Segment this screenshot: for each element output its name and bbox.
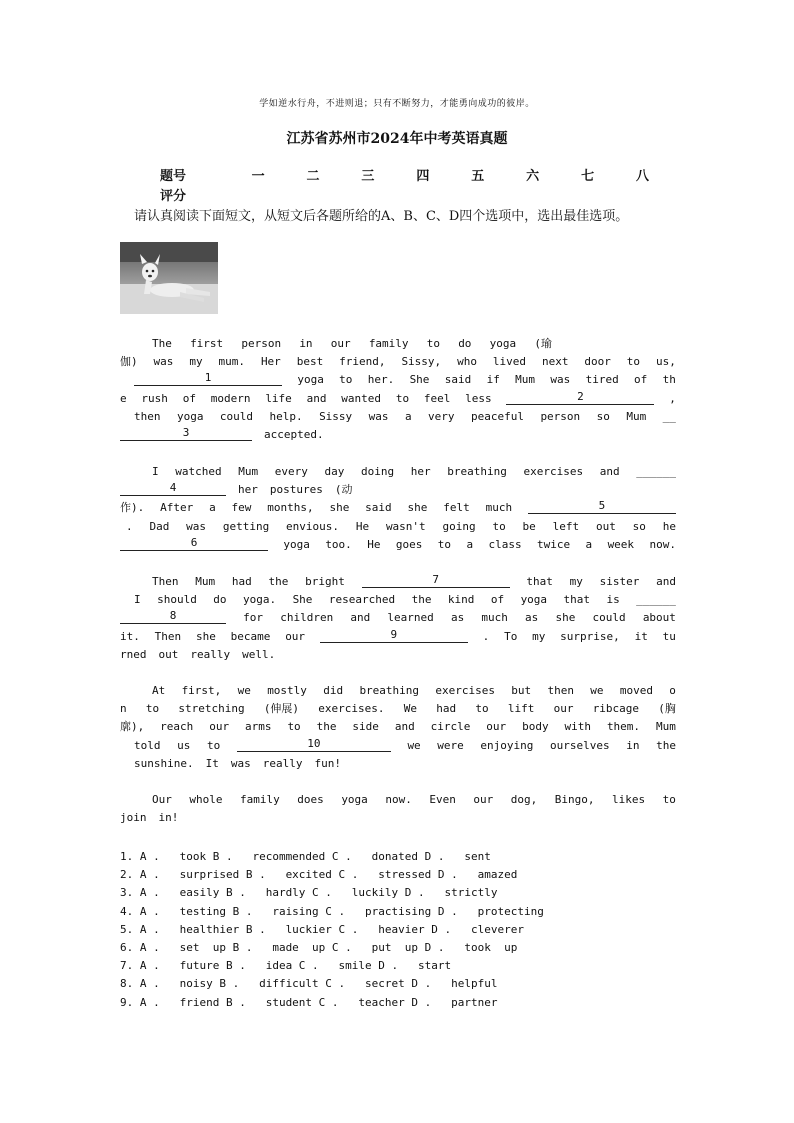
word: day (324, 465, 345, 478)
word: her (410, 465, 431, 478)
word: yoga (176, 409, 204, 423)
word: kind (447, 593, 475, 607)
word: a (466, 537, 474, 551)
word: yoga (489, 337, 517, 350)
word: is (606, 593, 620, 607)
word: to (339, 373, 353, 387)
word: twice (537, 537, 571, 551)
answer-options (120, 848, 620, 1012)
word: 廓), (120, 720, 145, 734)
word: our (486, 720, 507, 734)
word: circle (430, 720, 471, 734)
word: n (120, 702, 127, 716)
word: Sissy, (401, 355, 442, 369)
page-title: 江苏省苏州市2024年中考英语真题 (286, 131, 508, 147)
word: was (153, 355, 174, 369)
word: and (394, 720, 415, 734)
word: for (243, 611, 264, 625)
word: was (230, 756, 251, 770)
word: exercises (523, 465, 584, 478)
text-line (120, 700, 676, 718)
word: I (152, 465, 159, 478)
text-line (120, 518, 676, 536)
word: our (473, 793, 494, 806)
word: It (205, 756, 219, 770)
text-line (120, 499, 676, 517)
word: few (231, 501, 252, 515)
word: to (626, 355, 641, 369)
word: life (265, 391, 292, 405)
word: exercises. (318, 702, 385, 716)
score-row-numbers (160, 164, 670, 184)
word: out (158, 647, 179, 661)
word: that (563, 593, 591, 607)
word: out (595, 519, 616, 533)
word: going (442, 519, 476, 533)
word: as (450, 611, 465, 625)
word: and (306, 391, 327, 405)
word: well. (242, 647, 276, 661)
word: tu (662, 629, 676, 643)
word: Bingo, (554, 793, 595, 806)
word: and (599, 465, 620, 478)
text-line (120, 646, 676, 664)
word: enjoying (480, 738, 534, 752)
word: (伸展) (263, 702, 300, 716)
word: could (219, 409, 254, 423)
text-line (120, 481, 676, 499)
word: best (296, 355, 324, 369)
text-line (120, 408, 676, 426)
word: rush (141, 391, 168, 405)
word: yoga. (242, 593, 277, 607)
blank-10[interactable]: 10 (237, 737, 391, 752)
blank-6[interactable]: 6 (120, 536, 268, 551)
word: lived (492, 355, 527, 369)
score-col: 五 (471, 168, 485, 184)
word: to (287, 720, 301, 734)
word: about (642, 611, 676, 625)
word: (动 (334, 483, 353, 497)
option-row-2[interactable]: 2. A . surprised B . excited C . stressed D . amazed (120, 868, 518, 882)
word: yoga (520, 593, 548, 607)
word: envious. (286, 519, 340, 533)
text-line (120, 390, 676, 408)
word: who (457, 355, 477, 369)
word: She (409, 373, 430, 387)
word: very (428, 409, 455, 423)
option-row-5[interactable]: 5. A . healthier B . luckier C . heavier D . cleverer (120, 922, 524, 936)
word: watched (175, 465, 222, 478)
score-col: 二 (306, 168, 320, 184)
word: person (241, 337, 282, 350)
word: next (541, 355, 569, 369)
word: to (426, 337, 440, 350)
word: too. (325, 537, 352, 551)
word: exercises (435, 684, 495, 697)
score-row-label: 评分 (160, 188, 187, 204)
word: fun! (314, 756, 341, 770)
word: Mum (655, 720, 676, 734)
blank-3[interactable]: 3 (120, 426, 252, 441)
word: At (152, 684, 166, 697)
blank-1[interactable]: 1 (134, 371, 282, 386)
word: was (550, 373, 571, 387)
paragraph-5 (120, 791, 676, 827)
score-col: 一 (251, 168, 265, 184)
word: __ (662, 409, 676, 423)
word: said (444, 373, 472, 387)
word: now. (649, 537, 676, 551)
word: Dad (149, 519, 170, 533)
word: learned (387, 611, 434, 625)
blank-5[interactable]: 5 (528, 499, 676, 514)
word: said (365, 501, 392, 515)
word: our (209, 720, 230, 734)
text-line (120, 353, 676, 371)
word: e (120, 391, 127, 405)
word: in (626, 738, 640, 752)
text-line (120, 335, 552, 353)
word: had (436, 702, 457, 716)
word: to (662, 793, 676, 806)
word: was (368, 409, 389, 423)
word: . (126, 519, 133, 533)
word: rned (120, 647, 147, 661)
text-line (120, 809, 676, 827)
word: dog, (510, 793, 538, 806)
word: my (569, 575, 583, 588)
word: she (407, 501, 428, 515)
option-row-4[interactable]: 4. A . testing B . raising C . practising D . protecting (120, 904, 544, 918)
word: breathing (359, 684, 420, 697)
word: he (662, 519, 676, 533)
word: arms (245, 720, 272, 734)
word: then (547, 684, 574, 697)
option-row-9[interactable]: 9. A . friend B . student C . teacher D . partner (120, 995, 498, 1009)
word: of (490, 593, 505, 607)
word: ______ (636, 465, 676, 478)
word: bright (305, 575, 345, 588)
word: to (437, 537, 452, 551)
word: months, (267, 501, 314, 515)
word: us, (655, 355, 676, 369)
word: left (552, 519, 580, 533)
word: could (592, 611, 626, 625)
word: We (403, 702, 418, 716)
word: so (632, 519, 646, 533)
option-row-6[interactable]: 6. A . set up B . made up C . put up D . took up (120, 940, 518, 954)
word: to (145, 702, 160, 716)
word: first (190, 337, 224, 350)
blank-7[interactable]: 7 (362, 573, 510, 588)
word: her. (367, 373, 395, 387)
word: a (585, 537, 593, 551)
word: really (190, 647, 231, 661)
word: should (157, 593, 197, 607)
word: and (350, 611, 371, 625)
word: week (607, 537, 635, 551)
word: my (189, 355, 203, 369)
word: sunshine. (134, 756, 194, 770)
word: yoga (341, 793, 368, 806)
word: side (352, 720, 379, 734)
word: mum. (218, 355, 246, 369)
word: to (475, 702, 489, 716)
word: and (656, 575, 676, 588)
text-line (120, 755, 676, 773)
word: children (280, 611, 334, 625)
word: really (262, 756, 303, 770)
word: do (213, 593, 227, 607)
word: a (209, 501, 216, 515)
word: help. (269, 409, 303, 423)
word: in! (158, 811, 179, 825)
word: was (186, 519, 207, 533)
word: modern (210, 391, 251, 405)
word: with (564, 720, 592, 734)
word: Then (154, 629, 182, 643)
word: postures (269, 483, 323, 497)
word: were (437, 738, 464, 752)
word: class (488, 537, 522, 551)
word: The (152, 337, 172, 350)
word: doing (360, 465, 395, 478)
word: (胸 (658, 702, 676, 716)
word: door (584, 355, 611, 369)
word: became (230, 629, 271, 643)
word: To (504, 629, 518, 643)
word: whole (189, 793, 223, 806)
word: of (182, 391, 196, 405)
score-col: 四 (416, 168, 430, 184)
word: then (134, 409, 161, 423)
word: yoga (283, 537, 310, 551)
option-row-1[interactable]: 1. A . took B . recommended C . donated D . sent (120, 850, 491, 863)
word: be (522, 519, 536, 533)
word: so (596, 409, 610, 423)
word: much (481, 611, 508, 625)
word: researched (328, 593, 396, 607)
word: peaceful (471, 409, 524, 423)
word: had (231, 575, 252, 588)
word: in (299, 337, 313, 350)
word: the (316, 720, 337, 734)
word: if (486, 373, 500, 387)
word: lift (507, 702, 535, 716)
blank-2[interactable]: 2 (506, 390, 654, 405)
word: Her (260, 355, 281, 369)
word: them. (606, 720, 641, 734)
score-row-grades (160, 184, 670, 204)
word: a (404, 409, 412, 423)
word: she (195, 629, 216, 643)
word: my (532, 629, 546, 643)
word: , (669, 391, 676, 405)
word: felt (443, 501, 470, 515)
word: body (522, 720, 549, 734)
word: He (367, 537, 381, 551)
word: o (669, 684, 676, 697)
word: us (177, 738, 191, 752)
score-col: 六 (526, 168, 540, 184)
text-line (120, 737, 676, 755)
score-row-label: 题号 (160, 168, 187, 184)
word: Mum (515, 373, 536, 387)
word: getting (222, 519, 270, 533)
word: 伽) (120, 355, 138, 369)
word: moved (619, 684, 653, 697)
word: to (492, 519, 506, 533)
word: Mum (626, 409, 647, 423)
word: does (297, 793, 324, 806)
text-line (120, 573, 676, 591)
text-line (120, 791, 676, 809)
paragraph-1 (120, 335, 676, 444)
word: to (395, 391, 410, 405)
word: did (323, 684, 344, 697)
word: Sissy (319, 409, 353, 423)
word: I (134, 593, 141, 607)
word: the (656, 738, 676, 752)
word: feel (423, 391, 451, 405)
word: reach (160, 720, 194, 734)
word: mostly (267, 684, 307, 697)
word: as (525, 611, 539, 625)
option-row-8[interactable]: 8. A . noisy B . difficult C . secret D . helpful (120, 977, 498, 991)
word: friend, (339, 355, 386, 369)
word: she (329, 501, 350, 515)
text-line (120, 682, 676, 700)
word: join (120, 811, 147, 825)
word: th (662, 373, 676, 387)
word: ourselves (550, 738, 610, 752)
word: first, (181, 684, 222, 697)
motto: 学如逆水行舟，不进则退；只有不断努力，才能勇向成功的彼岸。 (259, 99, 535, 109)
word: stretching (178, 702, 245, 716)
word: it. (120, 629, 140, 643)
score-col: 八 (636, 168, 650, 184)
blank-9[interactable]: 9 (320, 628, 468, 643)
word: After (160, 501, 194, 515)
word: He (355, 519, 370, 533)
word: much (485, 501, 513, 515)
dog-yoga-photo (120, 242, 218, 314)
word: our (330, 337, 351, 350)
word: now. (385, 793, 412, 806)
word: She (292, 593, 313, 607)
word: we (237, 684, 251, 697)
word: wasn't (385, 519, 426, 533)
word: family (368, 337, 409, 350)
word: but (511, 684, 532, 697)
word: told (134, 738, 161, 752)
word: likes (612, 793, 646, 806)
paragraph-2 (120, 463, 676, 554)
word: to (206, 738, 221, 752)
word: Even (429, 793, 456, 806)
word: it (634, 629, 648, 643)
text-line (120, 609, 676, 627)
text-line (120, 536, 676, 554)
word: surprise, (560, 629, 620, 643)
word: we (407, 738, 421, 752)
word: sister (599, 575, 640, 588)
word: Mum (238, 465, 259, 478)
word: yoga (297, 373, 324, 387)
word: Our (152, 793, 172, 806)
paragraph-4 (120, 682, 676, 773)
word: wanted (341, 391, 382, 405)
word: 作). (120, 501, 145, 515)
score-table (160, 164, 670, 204)
text-line (120, 718, 676, 736)
word: tired (585, 373, 619, 387)
word: ______ (636, 593, 676, 607)
word: (瑜 (534, 337, 552, 350)
score-col: 七 (581, 168, 595, 184)
text-line (120, 371, 676, 389)
word: the (411, 593, 432, 607)
text-line (120, 591, 676, 609)
word: Then (152, 575, 179, 588)
word: less (465, 391, 492, 405)
option-row-3[interactable]: 3. A . easily B . hardly C . luckily D . strictly (120, 886, 498, 900)
word: ribcage (592, 702, 640, 716)
word: we (590, 684, 604, 697)
instruction: 请认真阅读下面短文，从短文后各题所给的A、B、C、D四个选项中，选出最佳选项。 (134, 209, 629, 224)
word: of (634, 373, 648, 387)
word: the (268, 575, 289, 588)
word: person (540, 409, 581, 423)
word: goes (395, 537, 423, 551)
word: our (285, 629, 306, 643)
blank-8[interactable]: 8 (120, 609, 226, 624)
word: Mum (195, 575, 216, 588)
word: do (458, 337, 472, 350)
word: that (526, 575, 553, 588)
text-line (120, 463, 676, 481)
score-col: 三 (361, 168, 375, 184)
word: every (274, 465, 308, 478)
text-line (120, 426, 676, 444)
option-row-7[interactable]: 7. A . future B . idea C . smile D . start (120, 959, 452, 973)
word: . (482, 629, 490, 643)
word: our (553, 702, 574, 716)
word: she (555, 611, 576, 625)
word: accepted. (264, 427, 324, 441)
blank-4[interactable]: 4 (120, 481, 226, 496)
word: her (238, 483, 258, 497)
paragraph-3 (120, 573, 676, 664)
text-line (120, 628, 676, 646)
word: breathing (447, 465, 507, 478)
word: family (240, 793, 280, 806)
